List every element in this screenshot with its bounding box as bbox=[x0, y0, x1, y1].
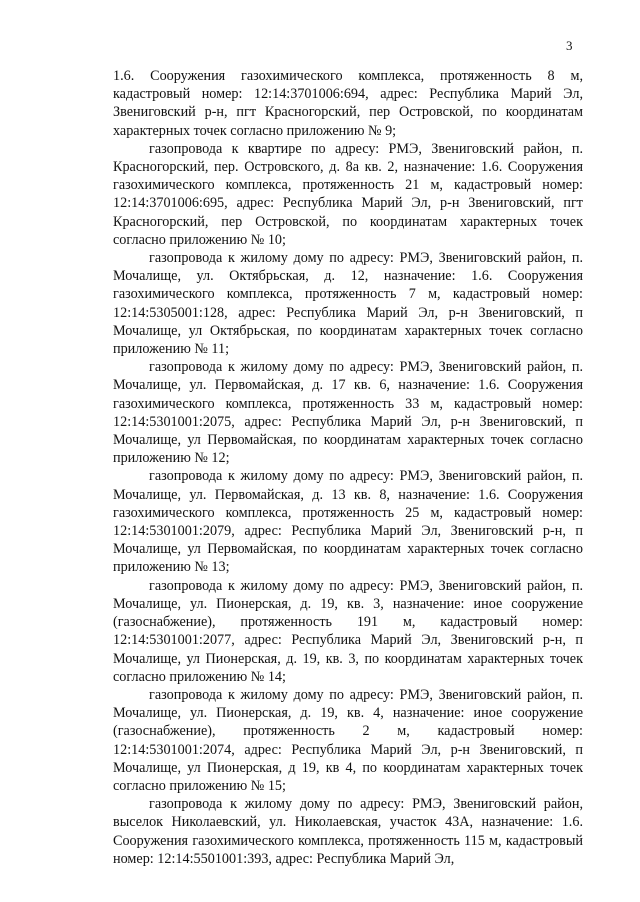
paragraph: 1.6. Сооружения газохимического комплекса, протяженность 8 м, кадастровый номер: 12:14:3701006:694, адрес: Республика Марий Эл, Звениговский р-н, пгт Красногорский, пер Островской, по координатам характерных точек согласно приложению № 9; bbox=[113, 68, 583, 139]
page-number: 3 bbox=[566, 38, 573, 53]
paragraph: газопровода к жилому дому по адресу: РМЭ, Звениговский район, п. Мочалище, ул. Октябрьская, д. 12, назначение: 1.6. Сооружения газохимического комплекса, протяженность 7 м, кадастровый номер: 12:14:5305001:128, адрес: Республика Марий Эл, р-н Звениговский, п Мочалище, ул Октябрьская, по координатам характерных точек согласно приложению № 11; bbox=[113, 250, 583, 358]
paragraph: газопровода к жилому дому по адресу: РМЭ, Звениговский район, п. Мочалище, ул. Пионерская, д. 19, кв. 3, назначение: иное сооружение (газоснабжение), протяженность 191 м, кадастровый номер: 12:14:5301001:2077, адрес: Республика Марий Эл, Звениговский р-н, п Мочалище, ул Пионерская, д. 19, кв. 3, по координатам характерных точек согласно приложению № 14; bbox=[113, 577, 583, 685]
paragraph: газопровода к жилому дому по адресу: РМЭ, Звениговский район, п. Мочалище, ул. Первомайская, д. 13 кв. 8, назначение: 1.6. Сооружения газохимического комплекса, протяженность 25 м, кадастровый номер: 12:14:5301001:2079, адрес: Республика Марий Эл, Звениговский р-н, п Мочалище, ул Первомайская, по координатам характерных точек согласно приложению № 13; bbox=[113, 468, 583, 576]
paragraph: газопровода к жилому дому по адресу: РМЭ, Звениговский район, выселок Николаевский, ул. Николаевская, участок 43А, назначение: 1.6. Сооружения газохимического комплекса, протяженность 115 м, кадастровый номер: 12:14:5501001:393, адрес: Республика Марий Эл, bbox=[113, 796, 583, 867]
paragraph: газопровода к жилому дому по адресу: РМЭ, Звениговский район, п. Мочалище, ул. Первомайская, д. 17 кв. 6, назначение: 1.6. Сооружения газохимического комплекса, протяженность 33 м, кадастровый номер: 12:14:5301001:2075, адрес: Республика Марий Эл, р-н Звениговский, п Мочалище, ул Первомайская, по координатам характерных точек согласно приложению № 12; bbox=[113, 359, 583, 467]
paragraph: газопровода к жилому дому по адресу: РМЭ, Звениговский район, п. Мочалище, ул. Пионерская, д. 19, кв. 4, назначение: иное сооружение (газоснабжение), протяженность 2 м, кадастровый номер: 12:14:5301001:2074, адрес: Республика Марий Эл, р-н Звениговский, п Мочалище, ул Пионерская, д 19, кв 4, по координатам характерных точек согласно приложению № 15; bbox=[113, 686, 583, 794]
document-body bbox=[113, 67, 583, 868]
paragraph: газопровода к квартире по адресу: РМЭ, Звениговский район, п. Красногорский, пер. Островского, д. 8а кв. 2, назначение: 1.6. Сооружения газохимического комплекса, протяженность 21 м, кадастровый номер: 12:14:3701006:695, адрес: Республика Марий Эл, р-н Звениговский, пгт Красногорский, пер Островской, по координатам характерных точек согласно приложению № 10; bbox=[113, 140, 583, 248]
